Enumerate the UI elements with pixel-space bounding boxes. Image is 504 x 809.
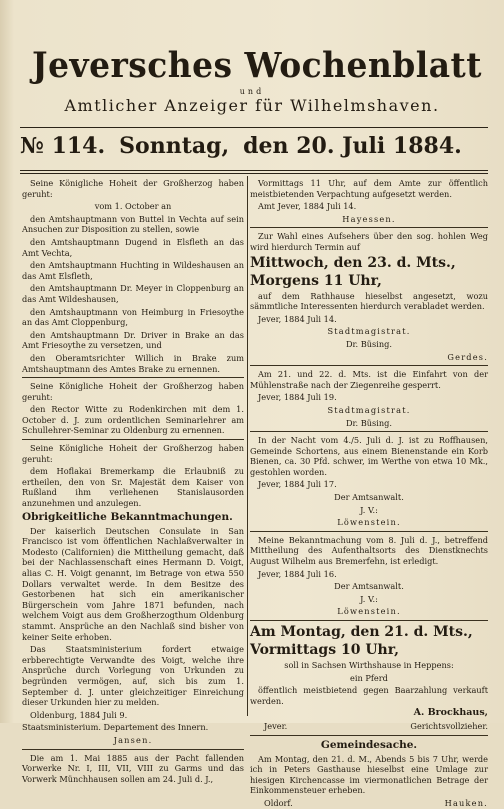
issue-line xyxy=(20,133,488,159)
text-paragraph: Seine Königliche Hoheit der Großherzog haben geruht: xyxy=(22,381,244,402)
announcement-time: Morgens 11 Uhr, xyxy=(250,272,382,289)
divider xyxy=(250,735,488,736)
office-name: Der Amtsanwalt. xyxy=(334,492,404,503)
signature: A. Brockhaus, xyxy=(413,707,488,719)
section-heading: Obrigkeitliche Bekanntmachungen. xyxy=(22,510,233,523)
signature: Gerdes. xyxy=(447,351,488,362)
deputy-marker: J. V.: xyxy=(360,593,378,604)
auction-time: Vormittags 10 Uhr, xyxy=(250,642,399,658)
text-paragraph: den Amtshauptmann von Heimburg in Friesoythe an das Amt Cloppenburg, xyxy=(22,306,244,328)
text-paragraph: den Rector Witte zu Rodenkirchen mit dem 1. October d. J. zum ordentlichen Seminarlehrer am Schullehrer-Seminar zu Oldenburg zu ernennen. xyxy=(22,404,244,436)
issue-weekday: Sonntag, xyxy=(119,133,230,159)
text-paragraph: Das Staatsministerium fordert etwaige erbberechtigte Verwandte des Voigt, welche ihre Ansprüche durch Vorlegung von Urkunden zu begründen vermögen, auf, sich bis zum 1. September d. J. unter gleichzeitiger Einreichung dieser Urkunden hier zu melden. xyxy=(22,644,244,708)
text-paragraph: den Amtshauptmann von Buttel in Vechta auf sein Ansuchen zur Disposition zu stellen, sowie xyxy=(22,213,244,235)
dateline: Oldenburg, 1884 Juli 9. xyxy=(30,709,128,720)
masthead-block xyxy=(18,46,486,116)
text-paragraph: vom 1. October an xyxy=(94,201,172,212)
dateline: Jever, 1884 Juli 19. xyxy=(258,392,337,403)
divider xyxy=(22,749,244,750)
divider xyxy=(22,439,244,440)
dateline: Jever, 1884 Juli 14. xyxy=(258,313,337,324)
right-column xyxy=(250,178,488,809)
place-name: Oldorf. xyxy=(264,797,293,808)
auction-date: Am Montag, den 21. d. Mts., xyxy=(250,624,473,640)
signature: Hauken. xyxy=(444,797,488,808)
dateline: Jever, 1884 Juli 16. xyxy=(258,568,337,579)
role-title: Gerichtsvollzieher. xyxy=(410,720,488,731)
dateline: Amt Jever, 1884 Juli 14. xyxy=(258,201,357,212)
ministry-line: Staatsministerium. Departement des Innern. xyxy=(22,722,209,733)
signature: Dr. Büsing. xyxy=(345,338,392,349)
issue-date: den 20. Juli 1884. xyxy=(243,133,462,159)
text-paragraph: Die am 1. Mai 1885 aus der Pacht fallenden Vorwerke Nr. I, III, VII, VIII zu Garms und das Vorwerk Münchhausen sollen am 24. Juli d. J., xyxy=(22,752,244,784)
masthead-subtitle: Amtlicher Anzeiger für Wilhelmshaven. xyxy=(64,96,440,115)
deputy-marker: J. V.: xyxy=(360,504,378,515)
signature: Dr. Büsing. xyxy=(345,417,392,428)
text-paragraph: den Amtshauptmann Dr. Driver in Brake an das Amt Friesoythe zu versetzen, und xyxy=(22,329,244,351)
header-rule-top xyxy=(20,127,488,128)
office-name: Stadtmagistrat. xyxy=(327,404,411,415)
text-paragraph: den Amtshauptmann Dr. Meyer in Cloppenburg an das Amt Wildeshausen, xyxy=(22,283,244,304)
auction-item: ein Pferd xyxy=(350,672,388,683)
masthead-title: Jeversches Wochenblatt xyxy=(32,45,482,86)
office-name: Der Amtsanwalt. xyxy=(334,581,404,592)
text-paragraph: dem Hoflakai Bremerkamp die Erlaubniß zu ertheilen, den von Sr. Majestät dem Kaiser von Rußland ihm verliehenen Stanislausorden anzunehmen und anzulegen. xyxy=(22,466,244,509)
office-name: Stadtmagistrat. xyxy=(327,326,411,337)
text-paragraph: den Oberamtsrichter Willich in Brake zum Amtshauptmann des Amtes Brake zu ernennen. xyxy=(22,352,244,374)
signature: Hayessen. xyxy=(342,213,396,224)
text-paragraph: soll in Sachsen Wirthshause in Heppens: xyxy=(284,660,454,670)
text-paragraph: den Amtshauptmann Dugend in Elsfleth an das Amt Vechta, xyxy=(22,236,244,258)
section-heading: Gemeindesache. xyxy=(320,738,418,751)
header-rule-bottom-2 xyxy=(20,173,488,174)
text-paragraph: Der kaiserlich Deutschen Consulate in San Francisco ist vom öffentlichen Nachlaßverwalter in Modesto (Californien) die Mittheilung gemacht, daß bei der Nachlassenschaft eines Hermann D. Voigt, alias C. H. Voigt genannt, im Betrage von etwa 550 Dollars verwaltet werde. In dem Besitze des Gestorbenen hat sich ein amerikanischer Bürgerschein vom Jahre 1871 befunden, nach welchem Voigt aus dem Großherzogthum Oldenburg stammt. Ansprüche an den Nachlaß sind bisher von keiner Seite erhoben. xyxy=(22,525,244,642)
divider xyxy=(250,531,488,532)
divider xyxy=(22,377,244,378)
divider xyxy=(250,365,488,366)
text-paragraph: Meine Bekanntmachung vom 8. Juli d. J., betreffend Mittheilung des Aufenthaltsorts des Dienstknechts August Wilhelm aus Bremerfehn, ist erledigt. xyxy=(250,534,488,567)
text-paragraph: Zur Wahl eines Aufsehers über den sog. hohlen Weg wird hierdurch Termin auf xyxy=(250,231,488,252)
signature: Jansen. xyxy=(113,734,153,745)
divider xyxy=(250,431,488,432)
masthead-conjunction: und xyxy=(239,87,265,96)
left-column xyxy=(22,178,244,786)
signature: Löwenstein. xyxy=(337,517,401,528)
text-paragraph: öffentlich meistbietend gegen Baarzahlung verkauft werden. xyxy=(250,685,488,706)
dateline: Jever, 1884 Juli 17. xyxy=(258,479,337,490)
text-paragraph: Am 21. und 22. d. Mts. ist die Einfahrt von der Mühlenstraße nach der Ziegenreihe gesperrt. xyxy=(250,369,488,390)
signature-row xyxy=(250,798,488,809)
text-paragraph: Vormittags 11 Uhr, auf dem Amte zur öffentlich meistbietenden Verpachtung aufgesetzt werden. xyxy=(250,178,488,199)
text-paragraph: Am Montag, den 21. d. M., Abends 5 bis 7 Uhr, werde ich in Peters Gasthause hieselbst eine Umlage zur hiesigen Kirchencasse im viermonatlichen Betrage der Einkommensteuer erheben. xyxy=(250,753,488,796)
text-paragraph: Seine Königliche Hoheit der Großherzog haben geruht: xyxy=(22,443,244,464)
text-paragraph: In der Nacht vom 4./5. Juli d. J. ist zu Roffhausen, Gemeinde Schortens, aus einem Bienenstande ein Korb Bienen, ca. 30 Pfd. schwer, im Werthe von etwa 10 Mk., gestohlen worden. xyxy=(250,435,488,477)
column-divider xyxy=(247,176,248,716)
signature: Löwenstein. xyxy=(337,606,401,617)
issue-number: № 114. xyxy=(20,133,106,159)
place-name: Jever. xyxy=(264,720,288,731)
text-paragraph: Seine Königliche Hoheit der Großherzog haben geruht: xyxy=(22,178,244,199)
text-paragraph: den Amtshauptmann Huchting in Wildeshausen an das Amt Elsfleth, xyxy=(22,260,244,281)
header-rule-bottom xyxy=(20,170,488,171)
text-paragraph: auf dem Rathhause hieselbst angesetzt, wozu sämmtliche Interessenten hierdurch verabladet werden. xyxy=(250,290,488,312)
divider xyxy=(250,620,488,621)
announcement-date: Mittwoch, den 23. d. Mts., xyxy=(250,254,456,271)
divider xyxy=(250,227,488,228)
